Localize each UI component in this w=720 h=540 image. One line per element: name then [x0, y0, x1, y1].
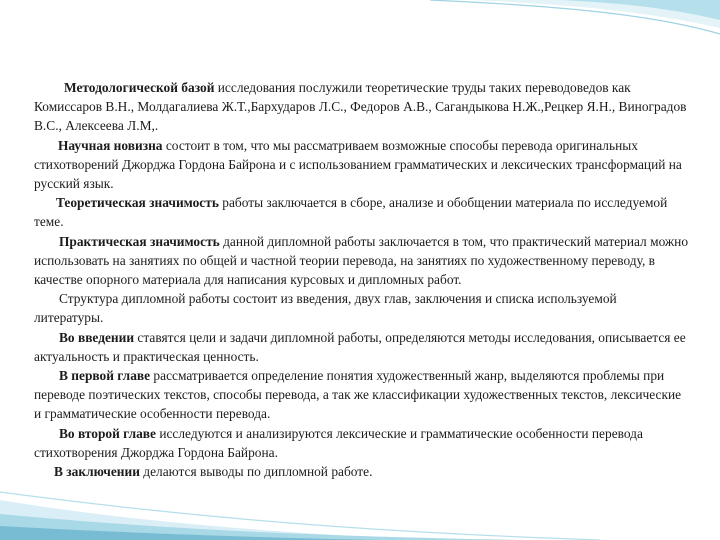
paragraph-text: ставятся цели и задачи дипломной работы, определяются методы исследования, описывается ее актуальность и практическая ценность.	[34, 329, 686, 364]
paragraph-theoretical-significance	[34, 193, 689, 231]
paragraph-text: данной дипломной работы заключается в том, что практический материал можно использовать на занятиях по общей и частной теории перевода, на занятиях по художественному переводу, в качестве опорного материала для написания курсовых и дипломных работ.	[34, 233, 689, 288]
paragraph-text: состоит в том, что мы рассматриваем возможные способы перевода оригинальных стихотворений Джорджа Гордона Байрона и с использованием грамматических и лексических трансформаций на русский язык.	[34, 137, 682, 192]
paragraph-chapter-one	[34, 366, 689, 424]
paragraph-heading: Практическая значимость	[59, 233, 220, 249]
paragraph-heading: Во введении	[59, 329, 135, 345]
paragraph-text: делаются выводы по дипломной работе.	[139, 464, 373, 480]
paragraph-heading: В первой главе	[59, 368, 151, 384]
paragraph-methodology	[34, 78, 689, 136]
paragraph-novelty	[34, 136, 689, 194]
paragraph-introduction	[34, 328, 689, 366]
paragraph-text: работы заключается в сборе, анализе и обобщении материала по исследуемой теме.	[34, 195, 668, 230]
paragraph-heading: Во второй главе	[59, 425, 156, 441]
paragraph-practical-significance	[34, 232, 689, 290]
paragraph-heading: Методологической базой	[64, 80, 215, 95]
paragraph-text: Структура дипломной работы состоит из введения, двух глав, заключения и списка используемой литературы.	[34, 291, 617, 326]
paragraph-heading: Научная новизна	[58, 137, 163, 153]
paragraph-text: исследуются и анализируются лексические и грамматические особенности перевода стихотворения Джорджа Гордона Байрона.	[34, 425, 643, 460]
paragraph-text: рассматривается определение понятия художественный жанр, выделяются проблемы при переводе поэтических текстов, способы перевода, а так же классификации художественных текстов, лексические и грамматические особенности перевода.	[34, 368, 682, 422]
body-text	[34, 78, 689, 481]
paragraph-conclusion	[34, 462, 689, 481]
paragraph-heading: В заключении	[54, 464, 140, 480]
paragraph-chapter-two	[34, 424, 689, 462]
paragraph-heading: Теоретическая значимость	[56, 195, 219, 211]
paragraph-structure	[34, 289, 689, 327]
paragraph-text: исследования послужили теоретические труды таких переводоведов как Комиссаров В.Н., Молдагалиева Ж.Т.,Бархударов Л.С., Федоров А.В., Сагандыкова Н.Ж.,Рецкер Я.Н., Виноградов В.С., Алексеева Л.М,.	[34, 80, 687, 134]
